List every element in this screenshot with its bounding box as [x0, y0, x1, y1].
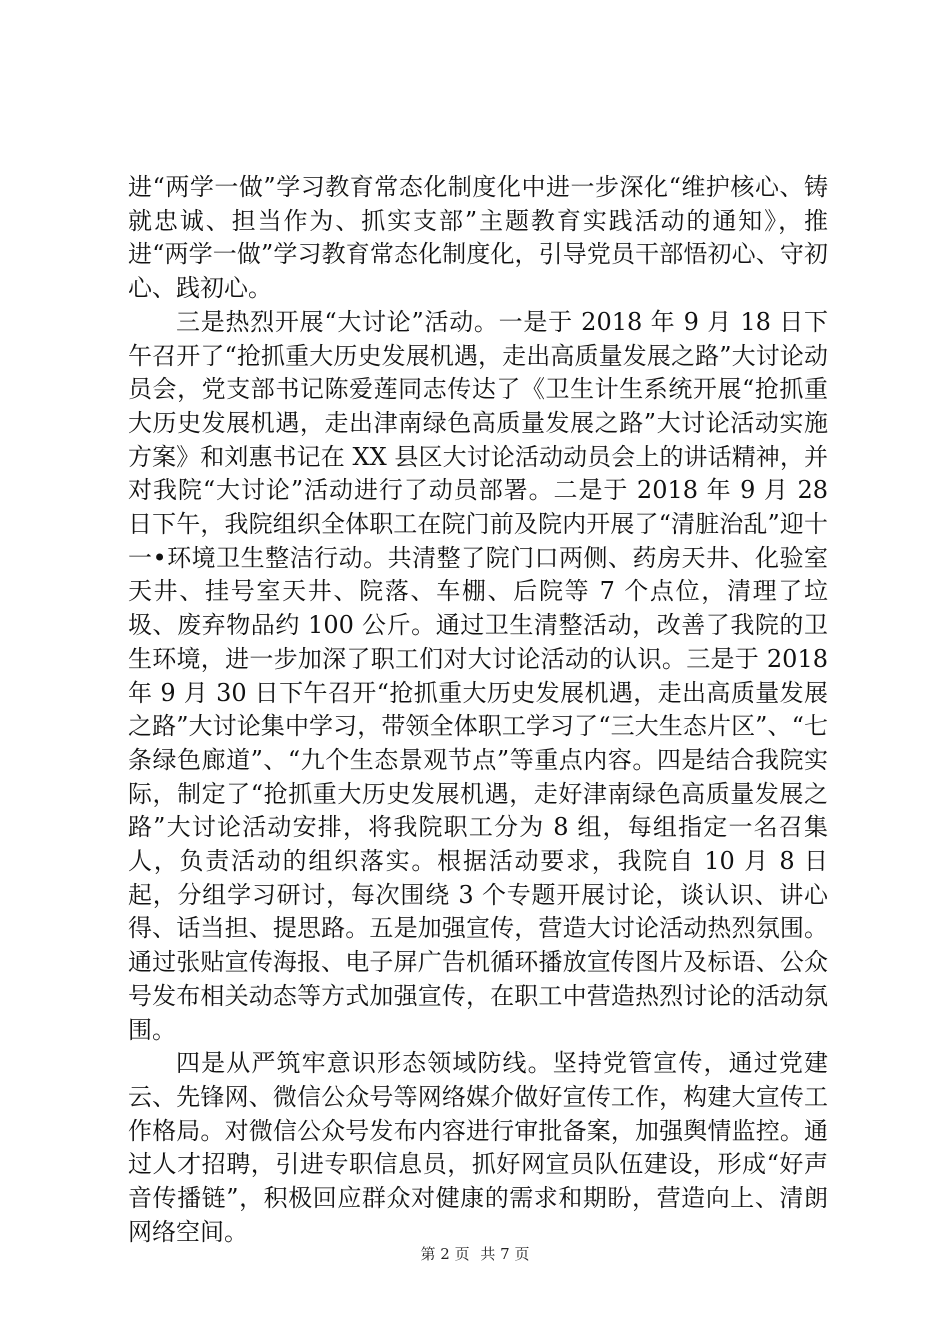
page-footer: [0, 1243, 950, 1264]
paragraph-continuation: 进“两学一做”学习教育常态化制度化中进一步深化“维护核心、铸就忠诚、担当作为、抓实支部”主题教育实践活动的通知》，推进“两学一做”学习教育常态化制度化，引导党员干部悟初心、守初心、践初心。: [128, 173, 828, 303]
paragraph-ideology-defense: 四是从严筑牢意识形态领域防线。坚持党管宣传，通过党建云、先锋网、微信公众号等网络媒介做好宣传工作，构建大宣传工作格局。对微信公众号发布内容进行审批备案，加强舆情监控。通过人才招聘，引进专职信息员，抓好网宣员队伍建设，形成“好声音传播链”，积极回应群众对健康的需求和期盼，营造向上、清朗网络空间。: [128, 1049, 828, 1246]
paragraph-discussion-activity: 三是热烈开展“大讨论”活动。一是于 2018 年 9 月 18 日下午召开了“抢抓重大历史发展机遇，走出高质量发展之路”大讨论动员会，党支部书记陈爱莲同志传达了《卫生计生系统开展“抢抓重大历史发展机遇，走出津南绿色高质量发展之路”大讨论活动实施方案》和刘惠书记在 XX 县区大讨论活动动员会上的讲话精神，并对我院“大讨论”活动进行了动员部署。二是于 2018 年 9 月 28 日下午，我院组织全体职工在院门前及院内开展了“清脏治乱”迎十一•环境卫生整洁行动。共清整了院门口两侧、药房天井、化验室天井、挂号室天井、院落、车棚、后院等 7 个点位，清理了垃圾、废弃物品约 100 公斤。通过卫生清整活动，改善了我院的卫生环境，进一步加深了职工们对大讨论活动的认识。三是于 2018 年 9 月 30 日下午召开“抢抓重大历史发展机遇，走出高质量发展之路”大讨论集中学习，带领全体职工学习了“三大生态片区”、“七条绿色廊道”、“九个生态景观节点”等重点内容。四是结合我院实际，制定了“抢抓重大历史发展机遇，走好津南绿色高质量发展之路”大讨论活动安排，将我院职工分为 8 组，每组指定一名召集人，负责活动的组织落实。根据活动要求，我院自 10 月 8 日起，分组学习研讨，每次围绕 3 个专题开展讨论，谈认识、讲心得、话当担、提思路。五是加强宣传，营造大讨论活动热烈氛围。通过张贴宣传海报、电子屏广告机循环播放宣传图片及标语、公众号发布相关动态等方式加强宣传，在职工中营造热烈讨论的活动氛围。: [128, 307, 828, 1044]
page-number-current: 第 2 页: [420, 1245, 470, 1263]
document-body: [128, 171, 828, 1250]
page-number-total: 共 7 页: [480, 1245, 530, 1263]
